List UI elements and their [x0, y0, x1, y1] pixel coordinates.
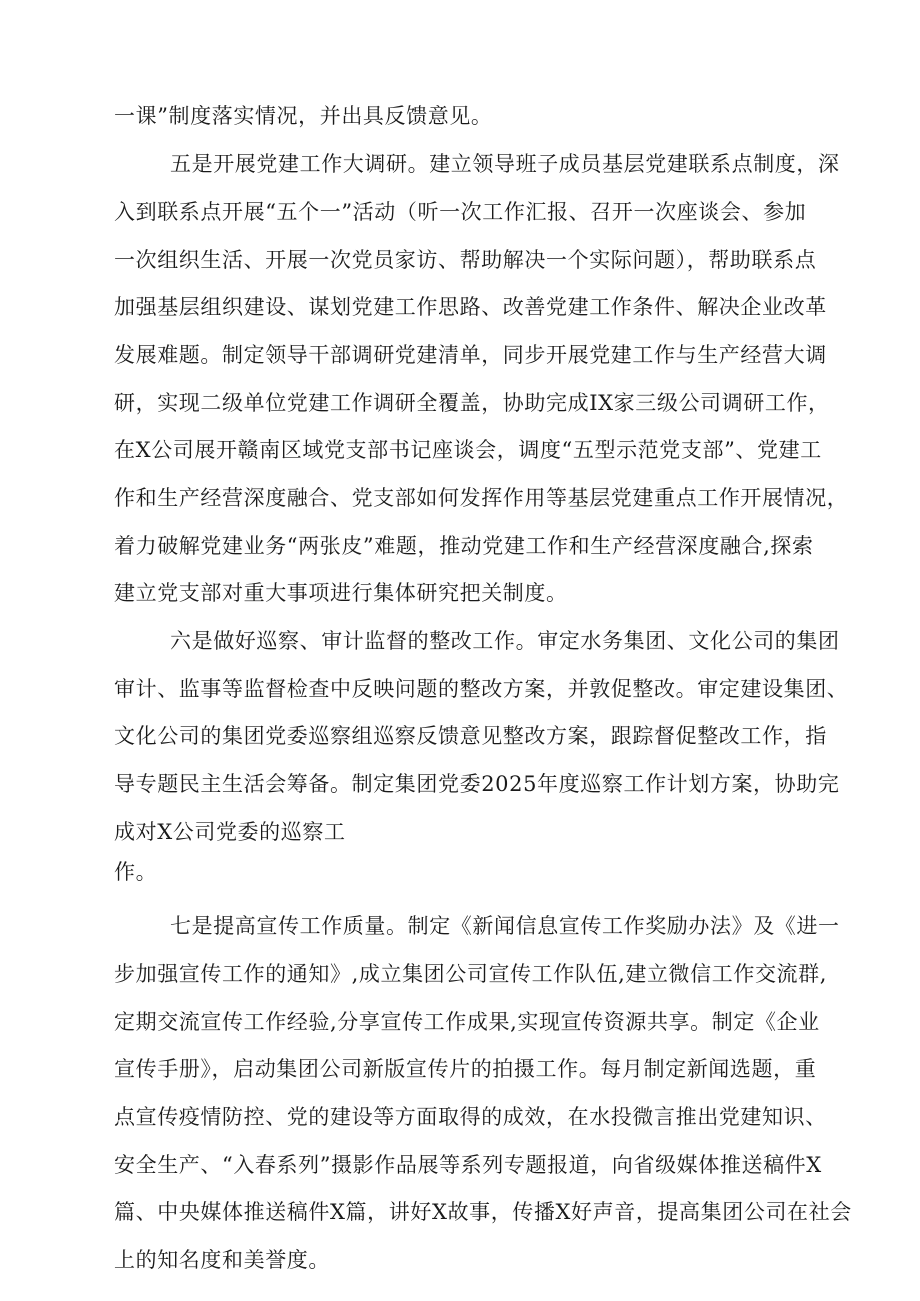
text-line: 在X公司展开赣南区域党支部书记座谈会，调度“五型示范党支部”、党建工: [114, 438, 822, 462]
text-line: 审计、监事等监督检查中反映问题的整改方案，并敦促整改。审定建设集团、: [114, 677, 849, 701]
text-line: 宣传手册》，启动集团公司新版宣传片的拍摄工作。每月制定新闻选题，重: [114, 1057, 817, 1081]
text-line: 步加强宣传工作的通知》,成立集团公司宣传工作队伍,建立微信工作交流群,: [114, 962, 828, 986]
text-line: 作和生产经营深度融合、党支部如何发挥作用等基层党建重点工作开展情况，: [114, 486, 849, 510]
text-line: 着力破解党建业务“两张皮”难题，推动党建工作和生产经营深度融合,探索: [114, 534, 814, 558]
text-line: 一次组织生活、开展一次党员家访、帮助解决一个实际问题），帮助联系点: [114, 248, 817, 272]
text-line: 加强基层组织建设、谋划党建工作思路、改善党建工作条件、解决企业改革: [114, 295, 827, 319]
text-line: 入到联系点开展“五个一”活动（听一次工作汇报、召开一次座谈会、参加: [114, 200, 807, 224]
text-line: 上的知名度和美誉度。: [114, 1248, 330, 1272]
text-line: 点宣传疫情防控、党的建设等方面取得的成效，在水投微言推出党建知识、: [114, 1105, 827, 1129]
text-line: 发展难题。制定领导干部调研党建清单，同步开展党建工作与生产经营大调: [114, 343, 827, 367]
text-line: 导专题民主生活会筹备。制定集团党委2025年度巡察工作计划方案，协助完: [114, 772, 840, 796]
paragraph-7-first-line: 七是提高宣传工作质量。制定《新闻信息宣传工作奖励办法》及《进一: [170, 914, 840, 938]
text-line: 篇、中央媒体推送稿件X篇，讲好X故事，传播X好声音，提高集团公司在社会: [114, 1200, 852, 1224]
text-line: 成对X公司党委的巡察工: [114, 820, 346, 844]
text-line: 建立党支部对重大事项进行集体研究把关制度。: [114, 581, 568, 605]
text-line: 文化公司的集团党委巡察组巡察反馈意见整改方案，跟踪督促整改工作，指: [114, 724, 827, 748]
text-line: 一课”制度落实情况，并出具反馈意见。: [114, 104, 493, 128]
paragraph-6-first-line: 六是做好巡察、审计监督的整改工作。审定水务集团、文化公司的集团: [170, 629, 840, 653]
text-line: 作。: [114, 860, 158, 884]
text-line: 安全生产、“入春系列”摄影作品展等系列专题报道，向省级媒体推送稿件X: [114, 1153, 822, 1177]
paragraph-5-first-line: 五是开展党建工作大调研。建立领导班子成员基层党建联系点制度，深: [170, 152, 840, 176]
text-line: 研，实现二级单位党建工作调研全覆盖，协助完成IX家三级公司调研工作，: [114, 391, 830, 415]
text-line: 定期交流宣传工作经验,分享宣传工作成果,实现宣传资源共享。制定《企业: [114, 1010, 820, 1034]
